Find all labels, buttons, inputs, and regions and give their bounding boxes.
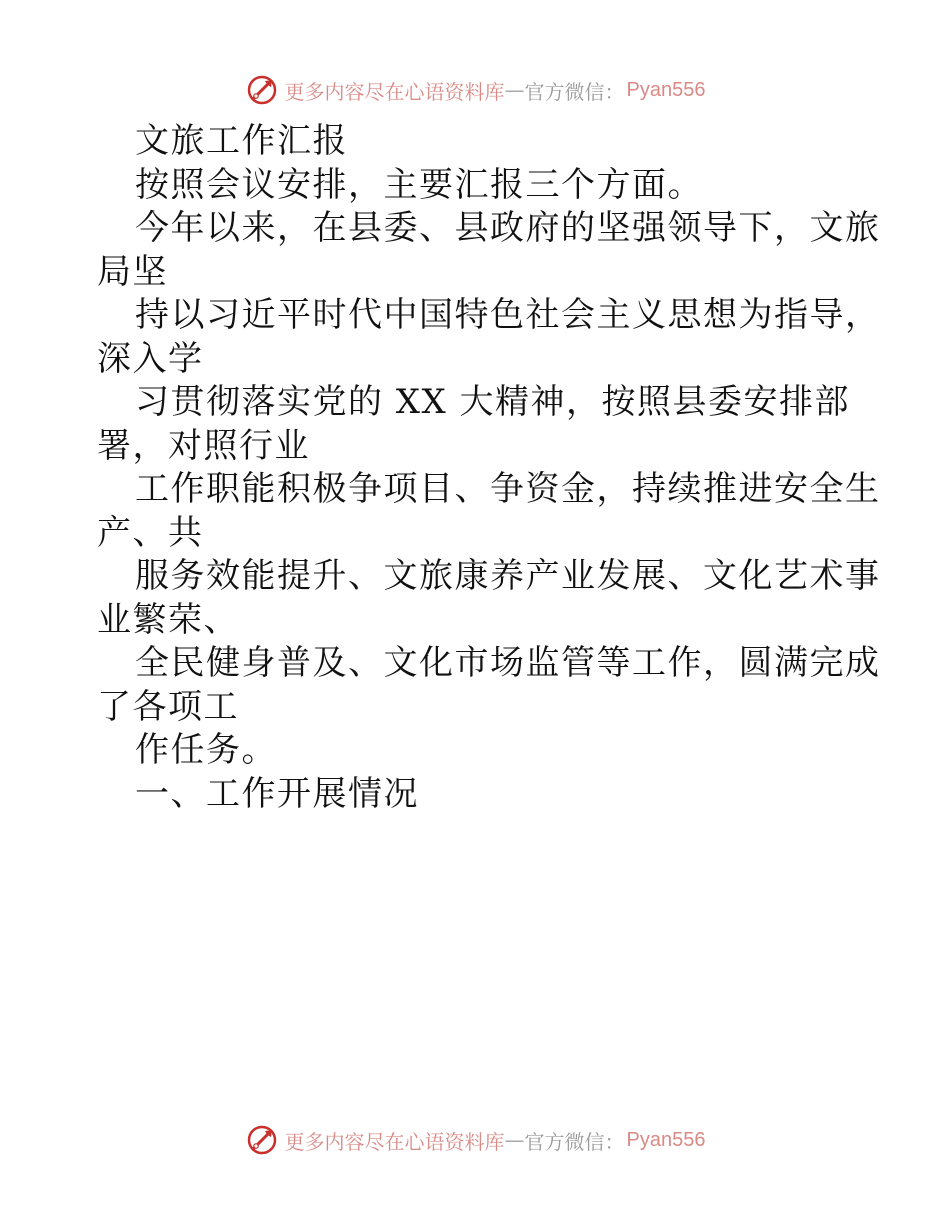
quill-logo-icon <box>245 1123 279 1157</box>
document-line: 一、工作开展情况 <box>135 773 419 814</box>
document-line: 按照会议安排，主要汇报三个方面。 <box>135 164 703 205</box>
document-line: 署，对照行业 <box>97 425 310 466</box>
watermark-wechat-id: Pyan556 <box>626 1128 706 1151</box>
document-line: 了各项工 <box>97 686 239 727</box>
watermark-main-text: 更多内容尽在心语资料库 <box>284 1129 505 1154</box>
document-line: 全民健身普及、文化市场监管等工作，圆满完成 <box>135 643 881 683</box>
document-line: 深入学 <box>97 338 204 379</box>
watermark-wechat-id: Pyan556 <box>626 78 706 101</box>
document-line: 作任务。 <box>135 730 277 770</box>
watermark-separator: — <box>504 78 525 102</box>
document-line: 业繁荣、 <box>97 599 239 640</box>
header-watermark-banner <box>0 70 950 110</box>
footer-watermark-banner <box>0 1120 950 1160</box>
watermark-wechat-label: 官方微信： <box>524 79 625 104</box>
document-line: 习贯彻落实党的 XX 大精神，按照县委安排部 <box>135 382 851 422</box>
document-line: 今年以来，在县委、县政府的坚强领导下，文旅 <box>135 208 881 248</box>
quill-logo-icon <box>245 73 279 107</box>
document-line: 工作职能积极争项目、争资金，持续推进安全生 <box>135 469 881 509</box>
document-line: 持以习近平时代中国特色社会主义思想为指导， <box>135 295 881 335</box>
watermark-separator: — <box>504 1128 525 1152</box>
document-line: 产、共 <box>97 512 204 553</box>
document-body <box>97 120 881 816</box>
watermark-wechat-label: 官方微信： <box>524 1129 625 1154</box>
watermark-main-text: 更多内容尽在心语资料库 <box>284 79 505 104</box>
document-line: 文旅工作汇报 <box>135 121 348 161</box>
document-line: 局坚 <box>97 251 168 292</box>
document-line: 服务效能提升、文旅康养产业发展、文化艺术事 <box>135 556 881 596</box>
